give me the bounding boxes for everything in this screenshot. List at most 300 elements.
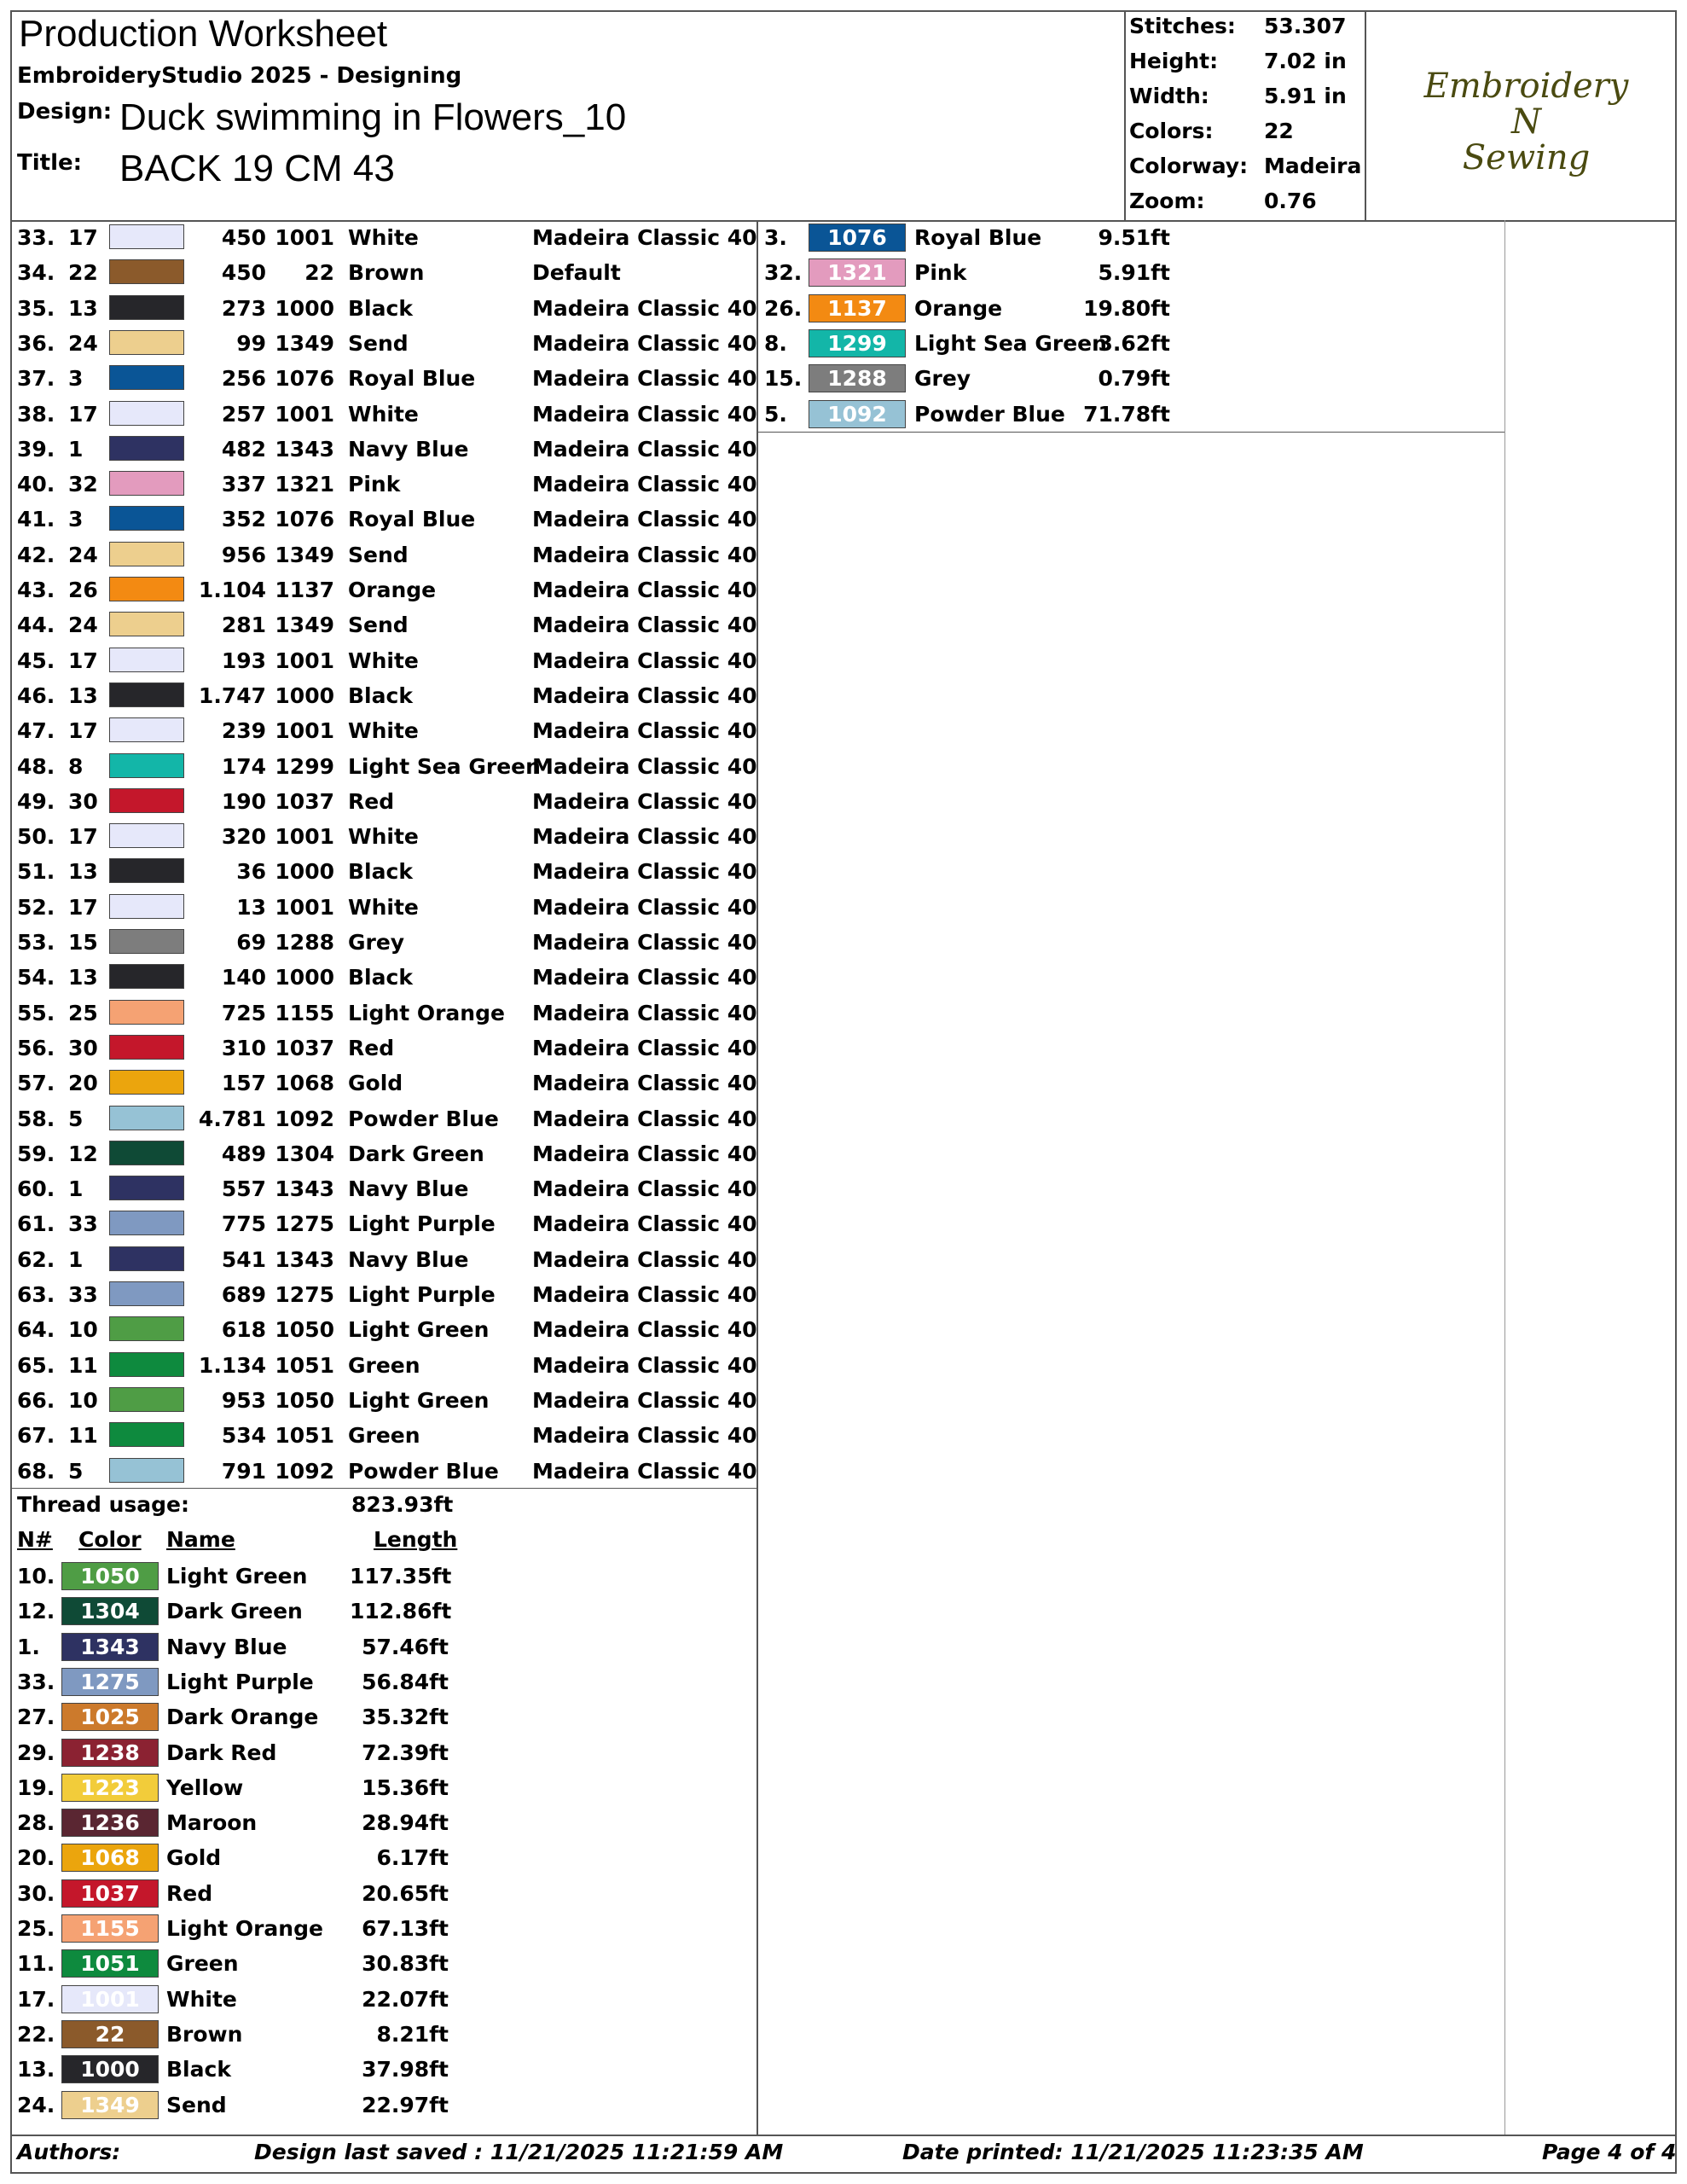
thread-length: 5.91ft bbox=[1098, 260, 1170, 286]
thread-brand: Madeira Classic 40 bbox=[532, 965, 757, 990]
thread-code: 1037 bbox=[275, 1035, 334, 1060]
color-name: Navy Blue bbox=[348, 1246, 469, 1272]
usage-row bbox=[10, 1735, 757, 1770]
color-name: Navy Blue bbox=[348, 436, 469, 462]
stitch-count: 956 bbox=[221, 542, 266, 567]
seq-number: 56. bbox=[17, 1035, 55, 1060]
thread-brand: Madeira Classic 40 bbox=[532, 1246, 757, 1272]
color-code-swatch: 1068 bbox=[61, 1844, 159, 1872]
color-number: 3 bbox=[68, 366, 84, 392]
thread-brand: Madeira Classic 40 bbox=[532, 1387, 757, 1413]
color-swatch bbox=[109, 365, 184, 390]
seq-number: 43. bbox=[17, 578, 55, 602]
color-name: Royal Blue bbox=[914, 225, 1042, 250]
thread-length: 9.51ft bbox=[1098, 225, 1170, 250]
color-name: Send bbox=[348, 542, 409, 567]
thread-brand: Madeira Classic 40 bbox=[532, 1423, 757, 1449]
stitch-count: 320 bbox=[221, 824, 266, 850]
color-number: 13 bbox=[68, 295, 98, 321]
thread-brand: Madeira Classic 40 bbox=[532, 1035, 757, 1060]
thread-brand: Madeira Classic 40 bbox=[532, 507, 757, 532]
thread-length: 3.62ft bbox=[1098, 330, 1170, 356]
color-code-swatch: 22 bbox=[61, 2020, 159, 2048]
sequence-row bbox=[10, 890, 757, 925]
color-summary-row bbox=[757, 361, 1504, 396]
color-swatch bbox=[109, 717, 184, 742]
color-code-swatch: 1092 bbox=[809, 400, 906, 428]
sequence-row bbox=[10, 1066, 757, 1101]
thread-brand: Madeira Classic 40 bbox=[532, 1317, 757, 1343]
color-number: 13 bbox=[68, 682, 98, 708]
color-name: Green bbox=[348, 1423, 420, 1449]
seq-number: 57. bbox=[17, 1071, 55, 1096]
seq-number: 33. bbox=[17, 225, 55, 250]
usage-row bbox=[10, 1594, 757, 1629]
thread-brand: Madeira Classic 40 bbox=[532, 1071, 757, 1096]
sequence-row bbox=[10, 537, 757, 572]
color-swatch bbox=[109, 788, 184, 813]
stitch-count: 541 bbox=[221, 1246, 266, 1272]
info-value: 22 bbox=[1264, 119, 1294, 143]
color-number: 13 bbox=[68, 965, 98, 990]
color-number: 22 bbox=[68, 260, 98, 286]
stitch-count: 791 bbox=[221, 1458, 266, 1484]
thread-brand: Madeira Classic 40 bbox=[532, 366, 757, 392]
thread-length: 0.79ft bbox=[1098, 366, 1170, 392]
color-swatch bbox=[109, 330, 184, 355]
color-name: Light Purple bbox=[348, 1211, 496, 1237]
thread-code: 1037 bbox=[275, 788, 334, 814]
thread-length: 112.86ft bbox=[350, 1599, 452, 1624]
thread-length: 56.84ft bbox=[362, 1669, 449, 1694]
color-swatch bbox=[109, 1422, 184, 1447]
stitch-count: 1.747 bbox=[198, 682, 266, 708]
color-swatch bbox=[109, 259, 184, 284]
stitch-count: 450 bbox=[221, 225, 266, 250]
color-number: 28. bbox=[17, 1810, 55, 1836]
thread-code: 1321 bbox=[275, 472, 334, 497]
color-number: 26 bbox=[68, 578, 98, 602]
usage-header-color: Color bbox=[78, 1527, 142, 1552]
info-label: Zoom: bbox=[1129, 189, 1205, 213]
stitch-count: 725 bbox=[221, 1000, 266, 1025]
thread-brand: Madeira Classic 40 bbox=[532, 330, 757, 356]
color-number: 30 bbox=[68, 788, 98, 814]
color-swatch bbox=[109, 1106, 184, 1130]
sequence-row bbox=[10, 1136, 757, 1171]
seq-number: 62. bbox=[17, 1246, 55, 1272]
thread-brand: Madeira Classic 40 bbox=[532, 1141, 757, 1166]
color-code-swatch: 1236 bbox=[61, 1809, 159, 1837]
usage-row bbox=[10, 1911, 757, 1946]
color-name: Dark Red bbox=[166, 1740, 277, 1765]
color-code-swatch: 1288 bbox=[809, 364, 906, 392]
color-number: 5 bbox=[68, 1458, 84, 1484]
sequence-row bbox=[10, 1101, 757, 1136]
seq-number: 50. bbox=[17, 824, 55, 850]
color-number: 17. bbox=[17, 1986, 55, 2012]
seq-number: 38. bbox=[17, 401, 55, 427]
color-name: Pink bbox=[914, 260, 967, 286]
color-number: 24 bbox=[68, 330, 98, 356]
seq-number: 66. bbox=[17, 1387, 55, 1413]
thread-brand: Madeira Classic 40 bbox=[532, 648, 757, 673]
color-number: 10 bbox=[68, 1387, 98, 1413]
title-value: BACK 19 CM 43 bbox=[119, 148, 395, 189]
color-code-swatch: 1304 bbox=[61, 1597, 159, 1625]
thread-code: 1000 bbox=[275, 295, 334, 321]
color-number: 27. bbox=[17, 1705, 55, 1730]
seq-number: 48. bbox=[17, 753, 55, 779]
color-swatch bbox=[109, 823, 184, 848]
color-number: 30. bbox=[17, 1880, 55, 1906]
sequence-row bbox=[10, 1454, 757, 1489]
color-name: Red bbox=[348, 1035, 395, 1060]
info-value: 0.76 bbox=[1264, 189, 1317, 213]
color-code-swatch: 1050 bbox=[61, 1562, 159, 1590]
info-value: 5.91 in bbox=[1264, 84, 1347, 108]
logo-divider bbox=[1365, 10, 1366, 220]
usage-row bbox=[10, 2088, 757, 2123]
color-code-swatch: 1299 bbox=[809, 329, 906, 357]
seq-number: 35. bbox=[17, 295, 55, 321]
color-number: 32. bbox=[764, 260, 803, 286]
color-code-swatch: 1076 bbox=[809, 224, 906, 252]
thread-code: 22 bbox=[304, 260, 334, 286]
thread-brand: Madeira Classic 40 bbox=[532, 225, 757, 250]
stitch-count: 1.134 bbox=[198, 1352, 266, 1378]
info-label: Width: bbox=[1129, 84, 1209, 108]
color-name: Light Green bbox=[166, 1564, 308, 1589]
color-swatch bbox=[109, 964, 184, 989]
thread-brand: Madeira Classic 40 bbox=[532, 436, 757, 462]
stitch-count: 257 bbox=[221, 401, 266, 427]
thread-length: 71.78ft bbox=[1083, 401, 1170, 427]
color-name: White bbox=[348, 894, 419, 920]
sequence-row bbox=[10, 960, 757, 995]
color-number: 8 bbox=[68, 753, 84, 779]
color-swatch bbox=[109, 436, 184, 461]
thread-brand: Madeira Classic 40 bbox=[532, 894, 757, 920]
thread-brand: Madeira Classic 40 bbox=[532, 930, 757, 955]
info-value: 7.02 in bbox=[1264, 49, 1347, 73]
color-name: Powder Blue bbox=[914, 401, 1065, 427]
color-name: Light Purple bbox=[348, 1282, 496, 1307]
usage-row bbox=[10, 1946, 757, 1981]
usage-row bbox=[10, 1559, 757, 1594]
thread-brand: Madeira Classic 40 bbox=[532, 578, 757, 602]
thread-brand: Madeira Classic 40 bbox=[532, 1352, 757, 1378]
color-name: Powder Blue bbox=[348, 1106, 499, 1131]
stitch-count: 281 bbox=[221, 613, 266, 638]
seq-number: 59. bbox=[17, 1141, 55, 1166]
color-swatch bbox=[109, 542, 184, 566]
color-swatch bbox=[109, 1316, 184, 1341]
color-swatch bbox=[109, 1246, 184, 1271]
stitch-count: 193 bbox=[221, 648, 266, 673]
color-number: 26. bbox=[764, 295, 803, 321]
color-swatch bbox=[109, 471, 184, 496]
sequence-row bbox=[10, 1418, 757, 1453]
seq-number: 51. bbox=[17, 859, 55, 885]
color-code-swatch: 1137 bbox=[809, 294, 906, 322]
color-name: Dark Green bbox=[166, 1599, 303, 1624]
color-swatch bbox=[109, 1458, 184, 1483]
stitch-count: 273 bbox=[221, 295, 266, 321]
thread-brand: Madeira Classic 40 bbox=[532, 542, 757, 567]
thread-code: 1275 bbox=[275, 1211, 334, 1237]
color-name: Royal Blue bbox=[348, 507, 476, 532]
color-swatch bbox=[109, 1035, 184, 1060]
usage-row bbox=[10, 2052, 757, 2087]
thread-length: 8.21ft bbox=[376, 2021, 449, 2047]
seq-number: 61. bbox=[17, 1211, 55, 1237]
seq-number: 36. bbox=[17, 330, 55, 356]
thread-code: 1304 bbox=[275, 1141, 334, 1166]
color-swatch bbox=[109, 224, 184, 249]
color-name: Navy Blue bbox=[166, 1634, 287, 1659]
thread-code: 1050 bbox=[275, 1387, 334, 1413]
stitch-count: 352 bbox=[221, 507, 266, 532]
color-name: White bbox=[348, 824, 419, 850]
color-number: 25 bbox=[68, 1000, 98, 1025]
color-code-swatch: 1001 bbox=[61, 1985, 159, 2013]
stitch-count: 618 bbox=[221, 1317, 266, 1343]
color-name: Black bbox=[348, 682, 413, 708]
seq-number: 67. bbox=[17, 1423, 55, 1449]
color-number: 12 bbox=[68, 1141, 98, 1166]
color-number: 20 bbox=[68, 1071, 98, 1096]
color-swatch bbox=[109, 1176, 184, 1200]
color-name: Send bbox=[348, 613, 409, 638]
thread-code: 1092 bbox=[275, 1458, 334, 1484]
sequence-row bbox=[10, 397, 757, 432]
thread-brand: Madeira Classic 40 bbox=[532, 682, 757, 708]
sequence-row bbox=[10, 255, 757, 290]
thread-brand: Madeira Classic 40 bbox=[532, 472, 757, 497]
thread-brand: Madeira Classic 40 bbox=[532, 1000, 757, 1025]
sequence-row bbox=[10, 713, 757, 748]
design-label: Design: bbox=[17, 99, 113, 125]
color-name: Red bbox=[348, 788, 395, 814]
thread-length: 20.65ft bbox=[362, 1880, 449, 1906]
color-number: 17 bbox=[68, 225, 98, 250]
seq-number: 41. bbox=[17, 507, 55, 532]
color-swatch bbox=[109, 1070, 184, 1095]
color-code-swatch: 1051 bbox=[61, 1949, 159, 1978]
seq-number: 42. bbox=[17, 542, 55, 567]
color-swatch bbox=[109, 1000, 184, 1025]
thread-brand: Madeira Classic 40 bbox=[532, 1106, 757, 1131]
color-name: Brown bbox=[166, 2021, 243, 2047]
color-name: Orange bbox=[348, 578, 437, 602]
thread-brand: Default bbox=[532, 260, 621, 286]
usage-row bbox=[10, 1770, 757, 1805]
sequence-row bbox=[10, 502, 757, 537]
usage-row bbox=[10, 1840, 757, 1875]
color-number: 10 bbox=[68, 1317, 98, 1343]
color-number: 5. bbox=[764, 401, 787, 427]
sequence-row bbox=[10, 607, 757, 642]
color-number: 17 bbox=[68, 718, 98, 744]
seq-number: 63. bbox=[17, 1282, 55, 1307]
color-code-swatch: 1343 bbox=[61, 1633, 159, 1661]
color-swatch bbox=[109, 1281, 184, 1306]
thread-length: 57.46ft bbox=[362, 1634, 449, 1659]
footer-authors: Authors: bbox=[17, 2140, 121, 2164]
thread-brand: Madeira Classic 40 bbox=[532, 613, 757, 638]
color-swatch bbox=[109, 295, 184, 320]
footer-printed: Date printed: 11/21/2025 11:23:35 AM bbox=[902, 2140, 1364, 2164]
info-label: Colorway: bbox=[1129, 154, 1249, 178]
seq-number: 54. bbox=[17, 965, 55, 990]
color-number: 22. bbox=[17, 2021, 55, 2047]
thread-code: 1275 bbox=[275, 1282, 334, 1307]
stitch-count: 482 bbox=[221, 436, 266, 462]
info-value: 53.307 bbox=[1264, 14, 1347, 38]
thread-length: 19.80ft bbox=[1083, 295, 1170, 321]
color-swatch bbox=[109, 894, 184, 919]
color-number: 33 bbox=[68, 1282, 98, 1307]
usage-row bbox=[10, 1629, 757, 1664]
color-swatch bbox=[109, 1352, 184, 1377]
color-swatch bbox=[109, 612, 184, 636]
stitch-count: 140 bbox=[221, 965, 266, 990]
sequence-row bbox=[10, 1206, 757, 1241]
color-number: 17 bbox=[68, 401, 98, 427]
color-name: Black bbox=[348, 295, 413, 321]
color-number: 15 bbox=[68, 930, 98, 955]
color-number: 17 bbox=[68, 648, 98, 673]
color-number: 11 bbox=[68, 1352, 98, 1378]
color-name: Yellow bbox=[166, 1774, 244, 1800]
thread-brand: Madeira Classic 40 bbox=[532, 295, 757, 321]
title-label: Title: bbox=[17, 150, 83, 176]
color-number: 25. bbox=[17, 1916, 55, 1941]
color-number: 17 bbox=[68, 824, 98, 850]
color-name: Light Orange bbox=[166, 1916, 323, 1941]
seq-number: 49. bbox=[17, 788, 55, 814]
color-number: 30 bbox=[68, 1035, 98, 1060]
color-name: Orange bbox=[914, 295, 1003, 321]
info-label: Height: bbox=[1129, 49, 1219, 73]
thread-code: 1299 bbox=[275, 753, 334, 779]
color-swatch bbox=[109, 1387, 184, 1412]
usage-row bbox=[10, 1664, 757, 1699]
thread-brand: Madeira Classic 40 bbox=[532, 718, 757, 744]
thread-brand: Madeira Classic 40 bbox=[532, 1282, 757, 1307]
sequence-row bbox=[10, 1312, 757, 1347]
color-swatch bbox=[109, 401, 184, 426]
sequence-row bbox=[10, 1242, 757, 1277]
thread-brand: Madeira Classic 40 bbox=[532, 401, 757, 427]
color-number: 1. bbox=[17, 1634, 40, 1659]
color-number: 13. bbox=[17, 2057, 55, 2082]
color-swatch bbox=[109, 682, 184, 707]
thread-length: 67.13ft bbox=[362, 1916, 449, 1941]
logo-line-2: N bbox=[1511, 102, 1541, 142]
color-number: 8. bbox=[764, 330, 787, 356]
color-number: 3. bbox=[764, 225, 787, 250]
seq-number: 55. bbox=[17, 1000, 55, 1025]
sequence-row bbox=[10, 749, 757, 784]
color-name: Light Green bbox=[348, 1317, 490, 1343]
logo-line-1: Embroidery bbox=[1423, 67, 1629, 106]
usage-row bbox=[10, 1699, 757, 1734]
color-name: Navy Blue bbox=[348, 1176, 469, 1202]
logo-line-3: Sewing bbox=[1462, 138, 1591, 177]
color-number: 1 bbox=[68, 436, 84, 462]
thread-length: 28.94ft bbox=[362, 1810, 449, 1836]
stitch-count: 689 bbox=[221, 1282, 266, 1307]
color-code-swatch: 1025 bbox=[61, 1703, 159, 1731]
thread-brand: Madeira Classic 40 bbox=[532, 788, 757, 814]
color-number: 15. bbox=[764, 366, 803, 392]
color-summary-row bbox=[757, 291, 1504, 326]
usage-header-name: Name bbox=[166, 1527, 235, 1552]
color-name: White bbox=[348, 718, 419, 744]
right-table-end-line bbox=[757, 432, 1504, 433]
color-name: Black bbox=[348, 965, 413, 990]
stitch-count: 534 bbox=[221, 1423, 266, 1449]
thread-code: 1000 bbox=[275, 965, 334, 990]
seq-number: 53. bbox=[17, 930, 55, 955]
seq-number: 46. bbox=[17, 682, 55, 708]
stitch-count: 174 bbox=[221, 753, 266, 779]
thread-length: 35.32ft bbox=[362, 1705, 449, 1730]
color-swatch bbox=[109, 753, 184, 778]
stitch-count: 256 bbox=[221, 366, 266, 392]
sequence-row bbox=[10, 572, 757, 607]
color-code-swatch: 1037 bbox=[61, 1879, 159, 1908]
color-name: White bbox=[348, 401, 419, 427]
color-name: Green bbox=[166, 1951, 239, 1977]
color-name: White bbox=[348, 225, 419, 250]
color-number: 24 bbox=[68, 542, 98, 567]
footer-page: Page 4 of 4 bbox=[1542, 2140, 1677, 2164]
info-value: Madeira bbox=[1264, 154, 1362, 178]
thread-code: 1001 bbox=[275, 718, 334, 744]
seq-number: 65. bbox=[17, 1352, 55, 1378]
info-label: Colors: bbox=[1129, 119, 1214, 143]
color-summary-row bbox=[757, 397, 1504, 432]
sequence-row bbox=[10, 467, 757, 502]
color-name: Send bbox=[166, 2092, 227, 2117]
sequence-row bbox=[10, 996, 757, 1031]
sequence-row bbox=[10, 291, 757, 326]
color-name: Dark Orange bbox=[166, 1705, 319, 1730]
color-name: White bbox=[166, 1986, 237, 2012]
color-code-swatch: 1155 bbox=[61, 1914, 159, 1943]
stitch-count: 36 bbox=[236, 859, 266, 885]
seq-number: 47. bbox=[17, 718, 55, 744]
color-name: Light Sea Green bbox=[348, 753, 541, 779]
color-swatch bbox=[109, 858, 184, 883]
color-number: 17 bbox=[68, 894, 98, 920]
color-number: 32 bbox=[68, 472, 98, 497]
thread-code: 1001 bbox=[275, 894, 334, 920]
sequence-row bbox=[10, 326, 757, 361]
thread-code: 1000 bbox=[275, 682, 334, 708]
color-number: 1 bbox=[68, 1176, 84, 1202]
info-label: Stitches: bbox=[1129, 14, 1236, 38]
color-number: 33. bbox=[17, 1669, 55, 1694]
thread-code: 1051 bbox=[275, 1423, 334, 1449]
seq-number: 58. bbox=[17, 1106, 55, 1131]
color-number: 20. bbox=[17, 1845, 55, 1871]
sequence-row bbox=[10, 361, 757, 396]
color-number: 12. bbox=[17, 1599, 55, 1624]
